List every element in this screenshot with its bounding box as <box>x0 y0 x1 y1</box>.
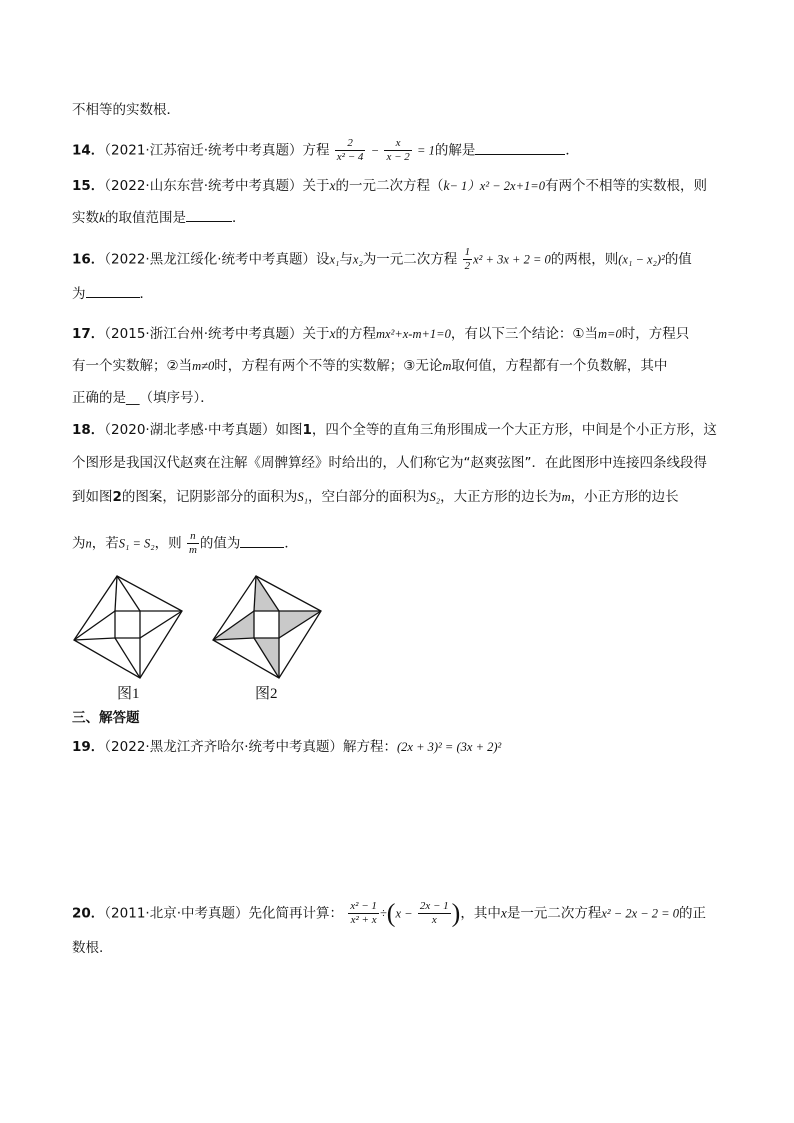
answer-blank <box>240 533 284 548</box>
answer-blank <box>86 283 140 298</box>
q13-tail: 不相等的实数根． <box>72 102 180 118</box>
question-20: 20．（2011·北京·中考真题）先化简再计算： $\frac{\text{x² − 1}}{\text{x² + x}}$ ÷(x − $\frac{2x - 1}{x}$ )，其中x是一元二次方程x² − 2x − 2 = 0的正 <box>72 898 706 928</box>
question-20-line2: 数根. <box>72 940 104 956</box>
question-15: 15．（2022·山东东营·统考中考真题）关于x的一元二次方程（k− 1）x² − 2x+1=0有两个不相等的实数根，则 <box>72 178 707 194</box>
question-18-line2: 个图形是我国汉代赵爽在注解《周髀算经》时给出的，人们称它为“赵爽弦图”．在此图形中连接四条线段得 <box>72 455 707 471</box>
question-16: 16．（2022·黑龙江绥化·统考中考真题）设x₁与x₂为一元二次方程 $\frac{1}{2}$ x² + 3x + 2 = 0的两根，则(x₁ − x₂)²的值 <box>72 246 692 272</box>
figure-2-diagram <box>211 574 323 682</box>
fraction: $\frac{2}{\text{x² − 4}}$ <box>336 137 364 163</box>
question-18: 18．（2020·湖北孝感·中考真题）如图1，四个全等的直角三角形围成一个大正方形，中间是个小正方形，这 <box>72 422 717 438</box>
fraction: $\frac{\text{x² − 1}}{\text{x² + x}}$ <box>350 900 377 926</box>
question-14: 14．（2021·江苏宿迁·统考中考真题）方程 $\frac{2}{\text{x² − 4}}$ − $\frac{x}{x - 2}$ = 1的解是 ． <box>72 137 579 163</box>
answer-blank <box>186 207 232 222</box>
fraction: $\frac{n}{m}$ <box>188 530 197 556</box>
question-18-line3: 到如图2的图案，记阴影部分的面积为S₁，空白部分的面积为S₂，大正方形的边长为m，小正方形的边长 <box>72 489 679 505</box>
question-17: 17．（2015·浙江台州·统考中考真题）关于x的方程mx²+x-m+1=0，有以下三个结论：①当m=0时，方程只 <box>72 326 690 342</box>
question-15-line2: 实数k的取值范围是 ． <box>72 207 246 228</box>
figure-1-caption: 图1 <box>117 686 140 702</box>
question-16-line2: 为 ． <box>72 283 153 304</box>
question-18-line4: 为n，若S₁ = S₂，则 $\frac{n}{m}$ 的值为 ． <box>72 530 298 556</box>
question-17-line3: 正确的是__（填序号）． <box>72 390 214 406</box>
fraction: $\frac{2x - 1}{x}$ <box>419 900 449 926</box>
question-19: 19．（2022·黑龙江齐齐哈尔·统考中考真题）解方程：(2x + 3)² = (3x + 2)² <box>72 739 502 755</box>
answer-blank <box>475 140 565 155</box>
fraction: $\frac{1}{2}$ <box>464 246 471 272</box>
fraction: $\frac{x}{x - 2}$ <box>386 137 410 163</box>
figure-2-caption: 图2 <box>255 686 278 702</box>
question-17-line2: 有一个实数解；②当m≠0时，方程有两个不等的实数解；③无论m取何值，方程都有一个负数解，其中 <box>72 358 668 374</box>
figure-1-diagram <box>72 574 184 682</box>
section-heading: 三、解答题 <box>72 710 140 726</box>
